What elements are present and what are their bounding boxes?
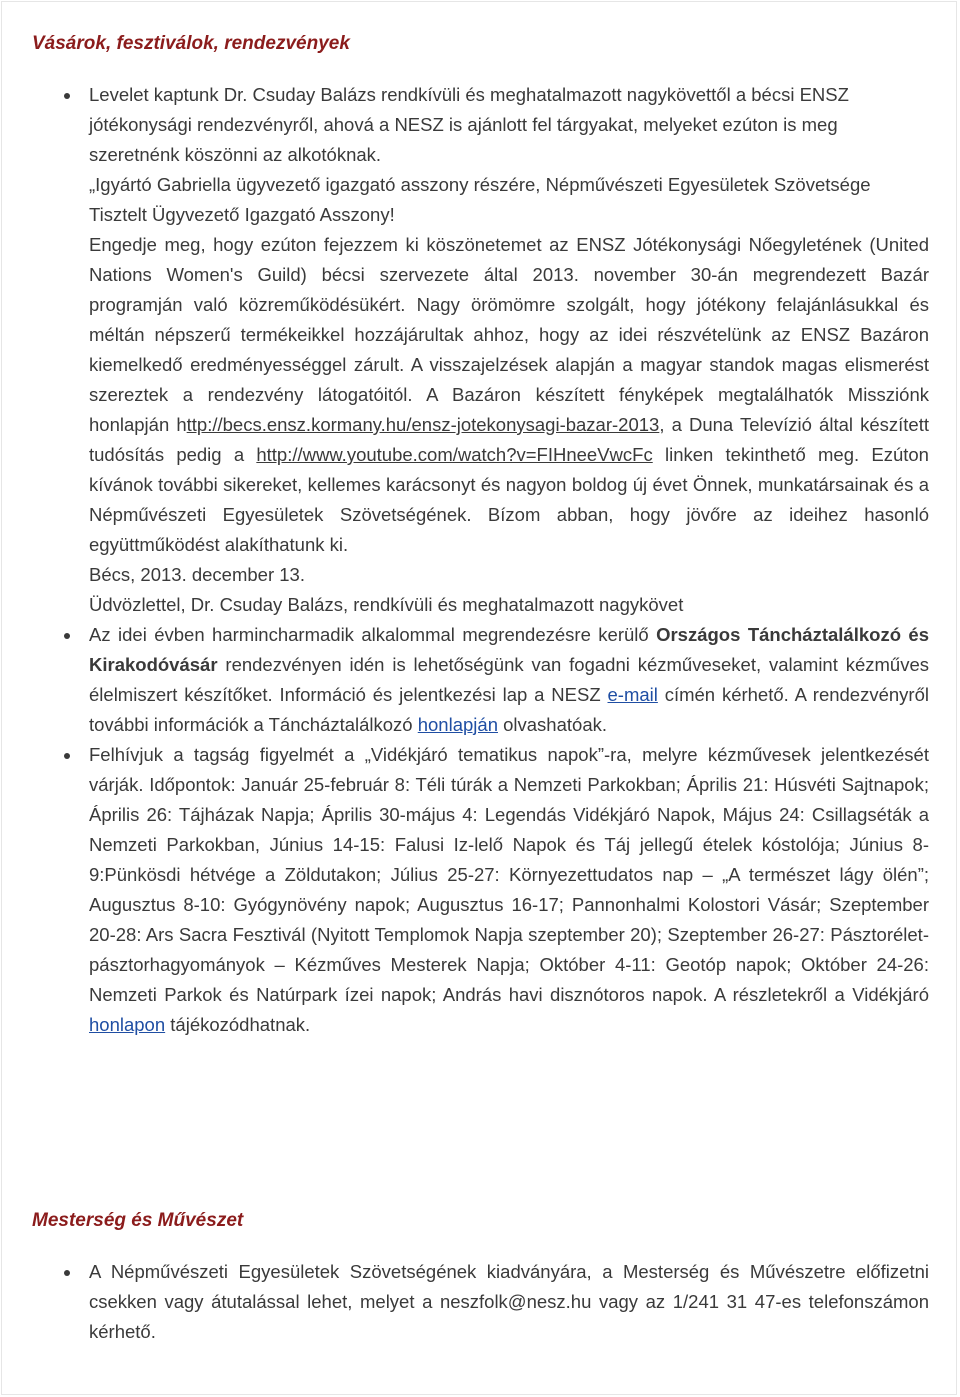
events-list xyxy=(0,80,960,1040)
letter-signature: Üdvözlettel, Dr. Csuday Balázs, rendkívüli és meghatalmazott nagykövet xyxy=(89,594,684,615)
list-item-subscription xyxy=(0,1257,960,1347)
bullet-icon xyxy=(64,93,70,99)
videkjaro-text-part: tájékozódhatnak. xyxy=(165,1014,311,1035)
tanchaz-text xyxy=(89,620,929,740)
craft-art-list xyxy=(0,1257,960,1347)
subscription-text: A Népművészeti Egyesületek Szövetségének kiadványára, a Mesterség és Művészetre előfizetni csekken vagy átutalással lehet, melyet a neszfolk@nesz.hu vagy az 1/241 31 47-es telefonszámon kérhető. xyxy=(89,1261,929,1342)
videkjaro-text-part: Felhívjuk a tagság figyelmét a „Vidékjáró tematikus napok”-ra, melyre kézművesek jelentkezését várják. Időpontok: Január 25-február 8: Téli túrák a Nemzeti Parkokban; Április 21: Húsvéti Sajtnapok; Április 26: Tájházak Napja; Április 30-május 4: Legendás Vidékjáró Napok, Május 24: Csillagséták a Nemzeti Parkokban, Június 14-15: Falusi Iz-lelő Napok és Táj jellegű ételek kóstolója; Június 8-9:Pünkösdi hétvége a Zöldutakon; Július 25-27: Környezettudatos nap – „A természet lágy ölén”; Augusztus 8-10: Gyógynövény napok; Augusztus 16-17; Pannonhalmi Kolostori Vásár; Szeptember 20-28: Ars Sacra Fesztivál (Nyitott Templomok Napja szeptember 20); Szeptember 26-27: Pásztorélet-pásztorhagyományok – Kézműves Mesterek Napja; Október 4-11: Geotóp napok; Október 24-26: Nemzeti Parkok és Natúrpark ízei napok; András havi disznótoros napok. A részletekről a Vidékjáró xyxy=(89,744,929,1005)
videkjaro-homepage-link[interactable]: honlapon xyxy=(89,1014,166,1035)
letter-intro: Levelet kaptunk Dr. Csuday Balázs rendkívüli és meghatalmazott nagykövettől a bécsi ENSZ jótékonysági rendezvényről, ahová a NESZ is ajánlott fel tárgyakat, melyeket ezúton is meg szeretnénk köszönni az alkotóknak. xyxy=(89,84,849,165)
tanchaz-text-part: rendezvényen idén is lehetőségünk van fogadni kézműveseket, valamint kézműves élelmiszert készítőket. Információ és jelentkezési lap a NESZ xyxy=(89,654,929,705)
list-item-tanchaz xyxy=(0,620,960,740)
tanchaz-text-part: Az idei évben harmincharmadik alkalommal megrendezésre kerülő xyxy=(89,624,657,645)
youtube-link[interactable]: http://www.youtube.com/watch?v=FIHneeVwcFc xyxy=(256,444,653,465)
list-item-un-letter xyxy=(0,80,960,620)
section-title-events: Vásárok, fesztiválok, rendezvények xyxy=(32,33,350,54)
tanchaz-text-part: címén kérhető. A rendezvényről további információk a Táncháztalálkozó xyxy=(89,684,929,735)
letter-body-text: , a Duna Televízió által készített tudósítás pedig a xyxy=(89,414,929,465)
letter-salutation: Tisztelt Ügyvezető Igazgató Asszony! xyxy=(89,204,395,225)
letter-body xyxy=(89,230,929,560)
tanchaz-event-name: Országos Táncháztalálkozó és Kirakodóvásár xyxy=(89,624,929,675)
videkjaro-text xyxy=(89,740,929,1040)
letter-place-date: Bécs, 2013. december 13. xyxy=(89,564,305,585)
letter-body-text: linken tekinthető meg. Ezúton kívánok további sikereket, kellemes karácsonyt és nagyon boldog új évet Önnek, munkatársainak és a Népművészeti Egyesületek Szövetségének. Bízom abban, hogy jövőre az ideihez hasonló együttműködést alakíthatunk ki. xyxy=(89,444,929,555)
bullet-icon xyxy=(64,633,70,639)
letter-addressee: „Igyártó Gabriella ügyvezető igazgató asszony részére, Népművészeti Egyesületek Szövetsége xyxy=(89,174,871,195)
tanchaz-homepage-link[interactable]: honlapján xyxy=(417,714,498,735)
list-item-videkjaro xyxy=(0,740,960,1040)
tanchaz-text-part: olvashatóak. xyxy=(497,714,607,735)
section-title-craft-art: Mesterség és Művészet xyxy=(32,1210,244,1231)
letter-body-text: Engedje meg, hogy ezúton fejezzem ki köszönetemet az ENSZ Jótékonysági Nőegyletének (United Nations Women's Guild) bécsi szervezete által 2013. november 30-án megrendezett Bazár programján való közreműködésükért. Nagy örömömre szolgált, hogy jótékony felajánlásukkal és méltán népszerű termékeikkel hozzájárultak ahhoz, hogy az idei részvételünk az ENSZ Bazáron kiemelkedő eredményességgel zárult. A visszajelzések alapján a magyar standok magas elismerést szereztek a rendezvény látogatóitól. A Bazáron készített fényképek megtalálhatók Missziónk honlapján h xyxy=(89,234,929,435)
bullet-icon xyxy=(64,1270,70,1276)
email-link[interactable]: e-mail xyxy=(607,684,658,705)
bullet-icon xyxy=(64,753,70,759)
mission-website-link[interactable]: ttp://becs.ensz.kormany.hu/ensz-jotekonysagi-bazar-2013 xyxy=(186,414,660,435)
